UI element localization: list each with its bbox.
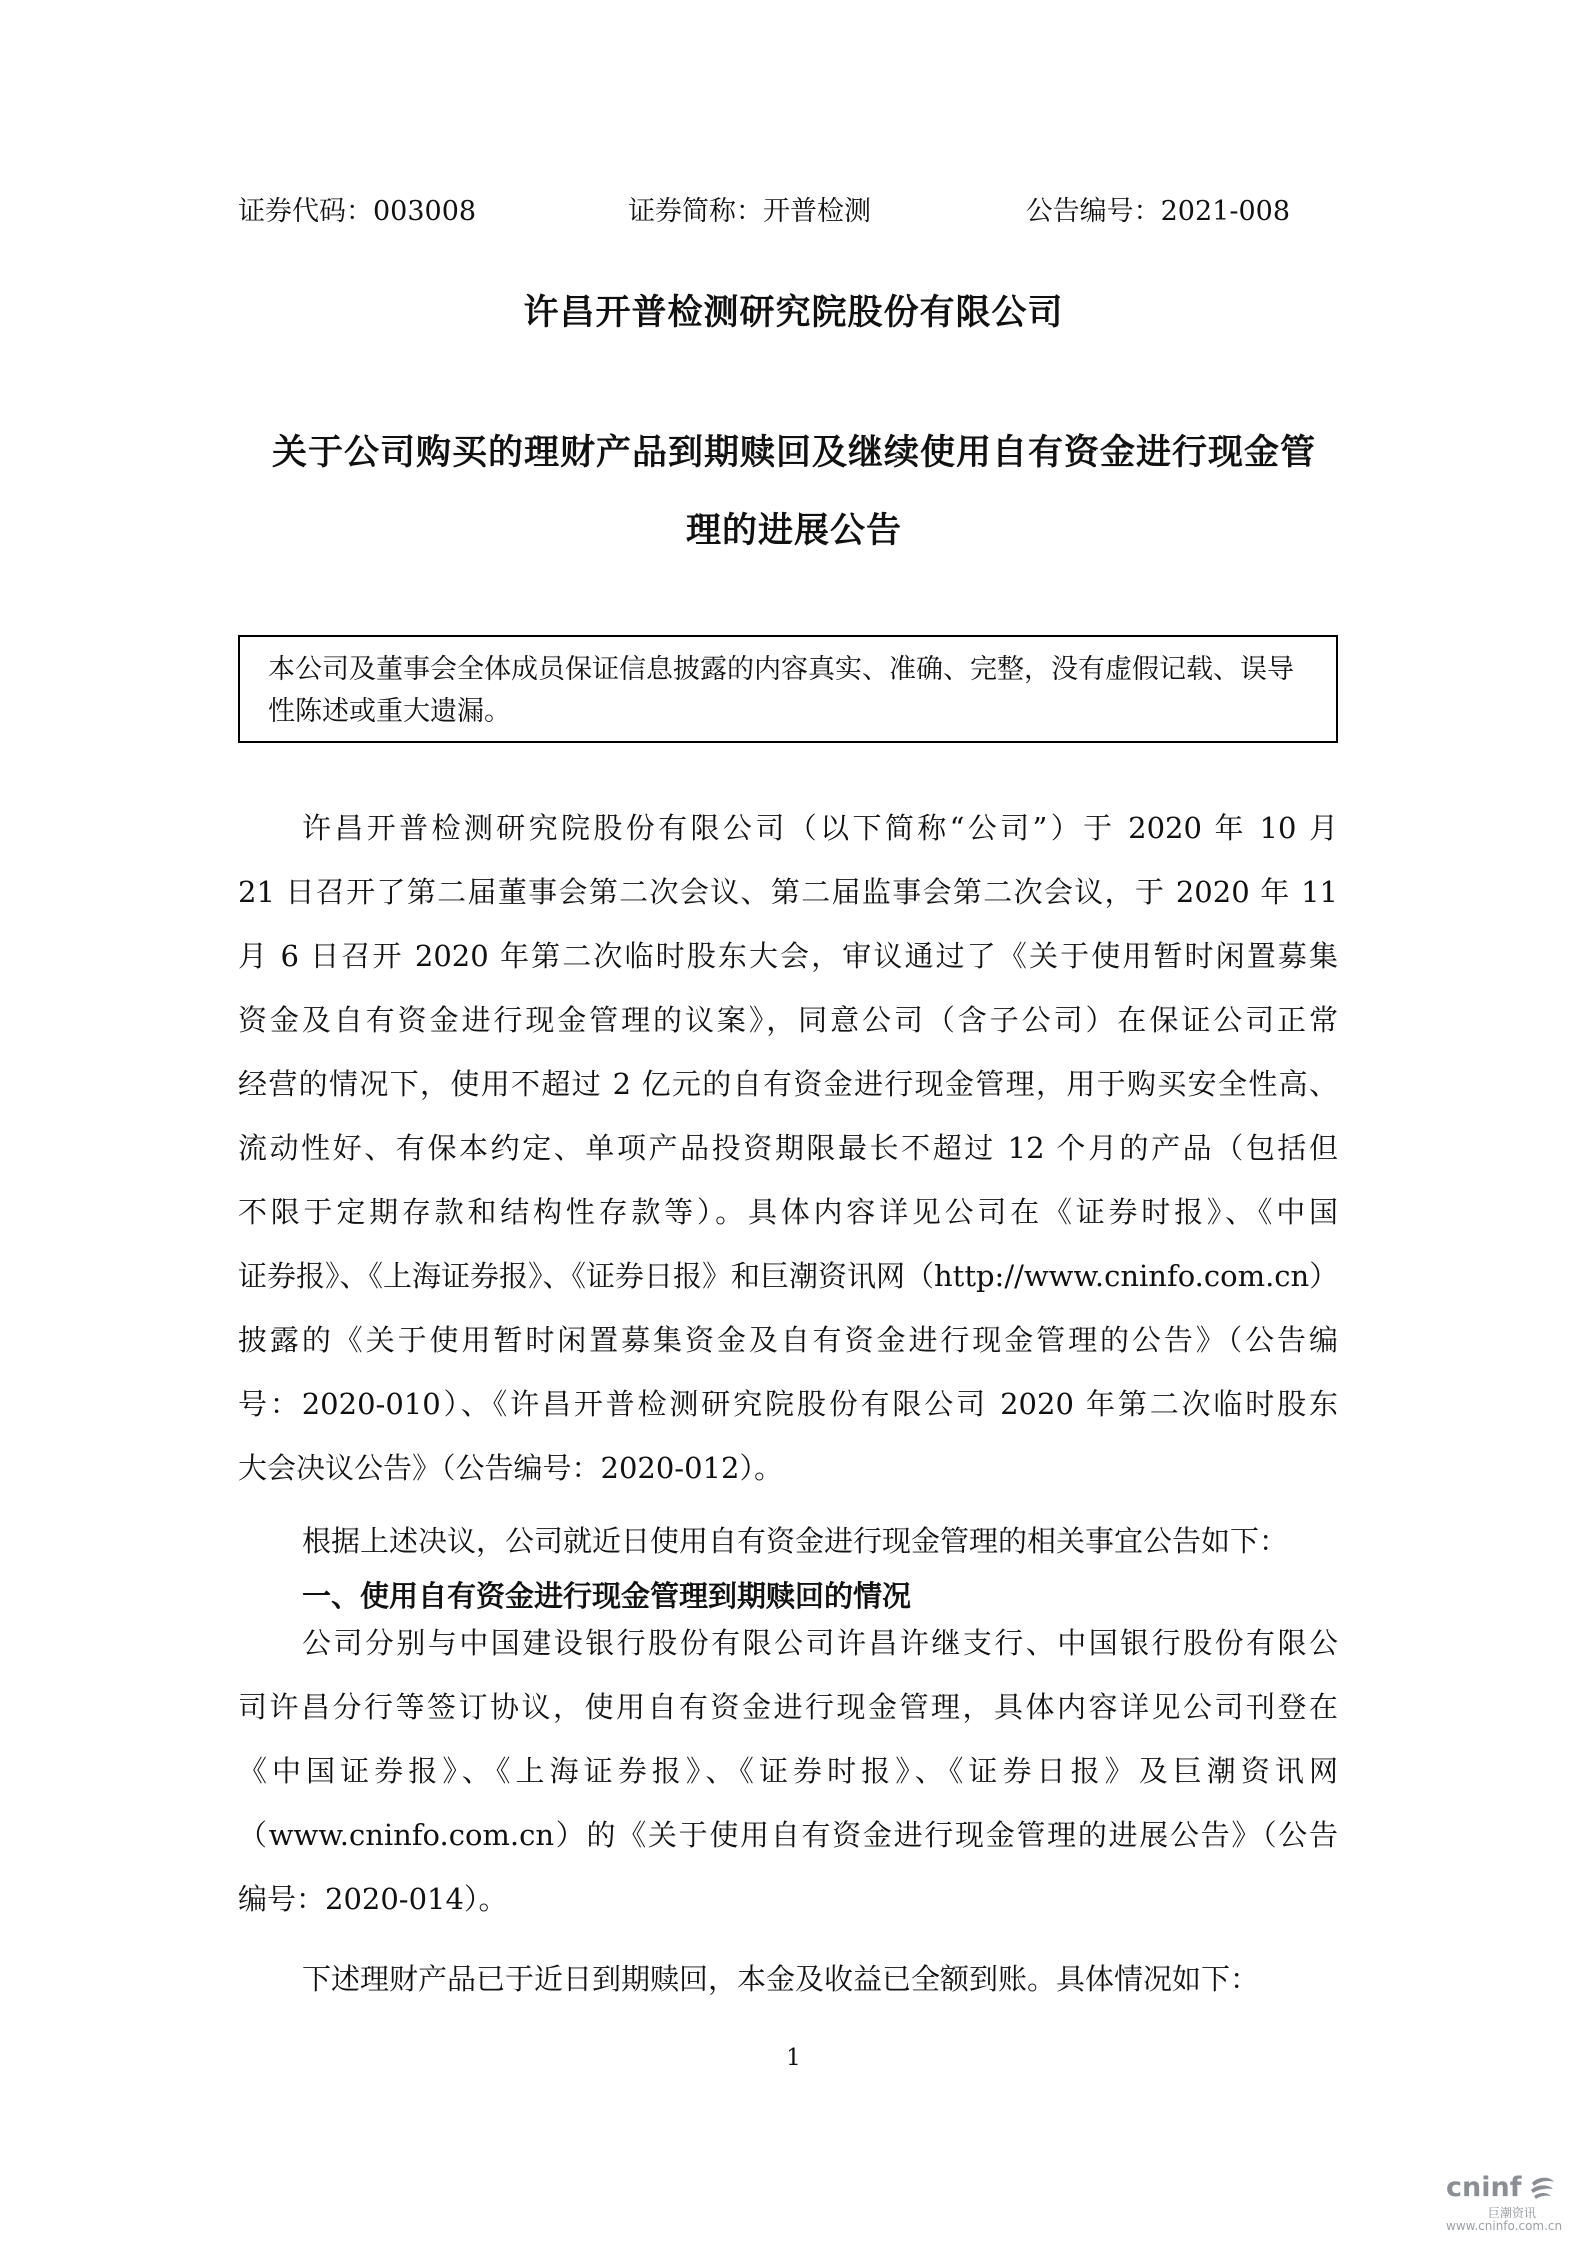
logo-chinese-name: 巨潮资讯 [1488,2206,1537,2220]
paragraph-line: 资金及自有资金进行现金管理的议案》，同意公司（含子公司）在保证公司正常 [238,1003,1338,1037]
section-heading-text: 一、使用自有资金进行现金管理到期赎回的情况 [302,1579,912,1613]
paragraph-line: 21 日召开了第二届董事会第二次会议、第二届监事会第二次会议，于 2020 年 11 [238,875,1338,909]
notice-line: 本公司及董事会全体成员保证信息披露的内容真实、准确、完整，没有虚假记载、误导 [268,654,1294,685]
logo-url: www.cninfo.com.cn [1446,2219,1563,2233]
document-header [238,192,1290,232]
paragraph-line: 不限于定期存款和结构性存款等）。具体内容详见公司在《证券时报》、《中国 [238,1195,1338,1229]
announcement-title-line: 关于公司购买的理财产品到期赎回及继续使用自有资金进行现金管 [271,432,1316,473]
cninfo-swirl-icon [1528,2174,1556,2202]
paragraph-line: 号：2020-010）、《许昌开普检测研究院股份有限公司 2020 年第二次临时股东 [238,1387,1338,1421]
disclosure-notice-box [238,635,1338,743]
security-short-name: 证券简称：开普检测 [628,196,871,227]
paragraph-line: 司许昌分行等签订协议，使用自有资金进行现金管理，具体内容详见公司刊登在 [238,1690,1338,1724]
security-code: 证券代码：003008 [238,196,477,227]
paragraph-line: 大会决议公告》（公告编号：2020-012）。 [238,1451,783,1485]
cninfo-logo [1446,2172,1563,2233]
paragraph-line: 编号：2020-014）。 [238,1882,508,1916]
paragraph-line: 许昌开普检测研究院股份有限公司（以下简称“公司”）于 2020 年 10 月 [302,811,1338,845]
announcement-title-line: 理的进展公告 [685,510,902,551]
logo-wordmark: cninf [1446,2172,1522,2203]
notice-line: 性陈述或重大遗漏。 [268,696,511,727]
announcement-title [238,414,1350,570]
paragraph-agreements [238,1611,1338,1931]
paragraph-line: （www.cninfo.com.cn）的《关于使用自有资金进行现金管理的进展公告》（公告 [238,1818,1338,1852]
announcement-number: 公告编号：2021-008 [1025,196,1290,227]
paragraph-line: 流动性好、有保本约定、单项产品投资期限最长不超过 12 个月的产品（包括但 [238,1131,1338,1165]
paragraph-background [238,796,1338,1500]
paragraph-line: 根据上述决议，公司就近日使用自有资金进行现金管理的相关事宜公告如下： [302,1524,1289,1558]
paragraph-line: 证券报》、《上海证券报》、《证券日报》和巨潮资讯网（http://www.cninfo.com.cn） [238,1259,1339,1293]
page-number: 1 [786,2045,801,2071]
paragraph-line: 披露的《关于使用暂时闲置募集资金及自有资金进行现金管理的公告》（公告编 [238,1323,1338,1357]
paragraph-line: 公司分别与中国建设银行股份有限公司许昌许继支行、中国银行股份有限公 [302,1626,1338,1660]
paragraph-redemption [238,1947,1338,2011]
paragraph-line: 月 6 日召开 2020 年第二次临时股东大会，审议通过了《关于使用暂时闲置募集 [238,939,1338,973]
company-title: 许昌开普检测研究院股份有限公司 [523,292,1064,333]
paragraph-line: 《中国证券报》、《上海证券报》、《证券时报》、《证券日报》及巨潮资讯网 [238,1754,1338,1788]
paragraph-line: 经营的情况下，使用不超过 2 亿元的自有资金进行现金管理，用于购买安全性高、 [238,1067,1338,1101]
paragraph-line: 下述理财产品已于近日到期赎回，本金及收益已全额到账。具体情况如下： [302,1962,1260,1996]
